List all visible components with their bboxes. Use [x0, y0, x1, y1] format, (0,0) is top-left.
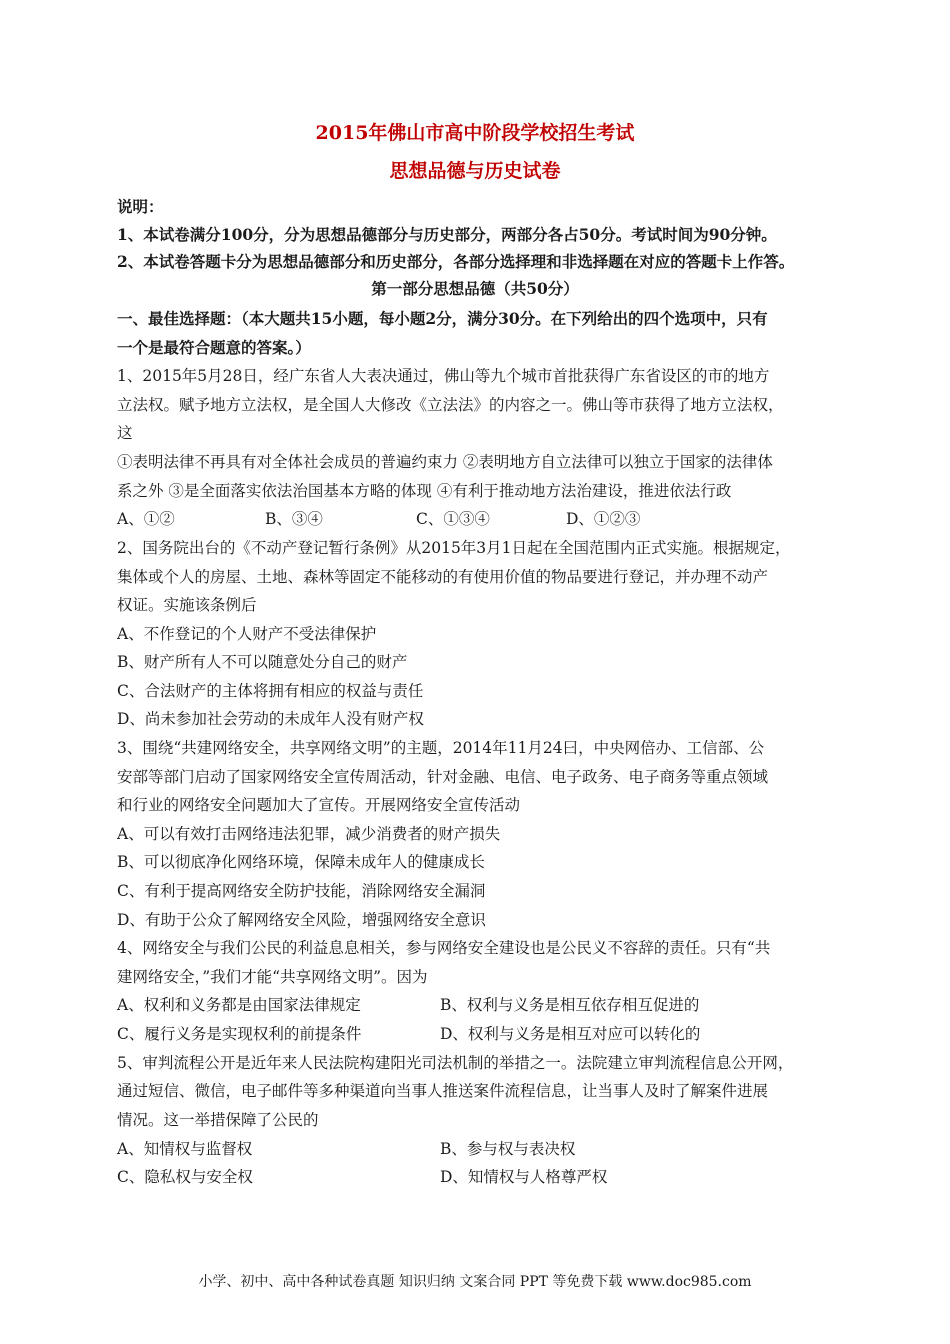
question-5-option-b: B、参与权与表决权	[440, 1140, 576, 1158]
question-3-option-d: D、有助于公众了解网络安全风险，增强网络安全意识	[117, 911, 486, 929]
question-3-text: 3、围绕“共建网络安全，共享网络文明”的主题，2014年11月24曰，中央网倍办、工信部、公	[117, 739, 765, 757]
question-1-text: 系之外 ③是全面落实依法治国基本方略的体现 ④有利于推动地方法治建设，推进依法行政	[117, 482, 732, 500]
question-5-option-a: A、知情权与监督权	[117, 1140, 253, 1158]
page-footer: 小学、初中、高中各种试卷真题 知识归纳 文案合同 PPT 等免费下载 www.doc985.com	[198, 1274, 752, 1290]
question-3-option-c: C、有利于提高网络安全防护技能，消除网络安全漏洞	[117, 882, 486, 900]
question-2-option-b: B、财产所有人不可以随意处分自己的财产	[117, 653, 408, 671]
question-3-option-a: A、可以有效打击网络违法犯罪，减少消费者的财产损失	[117, 825, 501, 843]
exam-subtitle: 思想品德与历史试卷	[389, 160, 561, 182]
question-2-text: 权证。实施该条例后	[117, 596, 257, 614]
question-2-text: 2、国务院出台的《不动产登记暂行条例》从2015年3月1日起在全国范围内正式实施。根据规定，	[117, 539, 791, 557]
section-instructions: 一个是最符合题意的答案。）	[117, 338, 311, 357]
question-4-option-a: A、权利和义务都是由国家法律规定	[117, 996, 361, 1014]
section-instructions: 一、最佳选择题：（本大题共15小题，每小题2分，满分30分。在下列给出的四个选项中，只有	[117, 309, 768, 328]
question-1-text: 这	[117, 424, 133, 442]
question-3-text: 和行业的网络安全问题加大了宣传。开展网络安全宣传活动	[117, 796, 521, 814]
question-2-option-a: A、不作登记的个人财产不受法律保护	[117, 625, 377, 643]
question-4-text: 4、网络安全与我们公民的利益息息相关，参与网络安全建设也是公民义不容辞的责任。只有“共	[117, 939, 771, 957]
question-5-text: 情况。这一举措保障了公民的	[117, 1111, 319, 1129]
question-5-text: 通过短信、微信，电子邮件等多种渠道向当事人推送案件流程信息，让当事人及时了解案件进展	[117, 1082, 769, 1100]
section-title: 第一部分思想品德（共50分）	[371, 279, 579, 298]
question-1-option-a: A、①②	[117, 510, 175, 528]
question-1-option-b: B、③④	[265, 510, 323, 528]
notes-label: 说明：	[117, 197, 164, 216]
question-1-text: 立法权。赋予地方立法权，是全国人大修改《立法法》的内容之一。佛山等市获得了地方立法权，	[117, 396, 784, 414]
question-5-option-d: D、知情权与人格尊严权	[440, 1168, 608, 1186]
question-1-text: ①表明法律不再具有对全体社会成员的普遍约束力 ②表明地方自立法律可以独立于国家的法律体	[117, 453, 773, 471]
note-item: 2、本试卷答题卡分为思想品德部分和历史部分，各部分选择理和非选择题在对应的答题卡上作答。	[117, 252, 795, 271]
question-4-text: 建网络安全，”我们才能“共享网络文明”。因为	[117, 968, 428, 986]
question-2-option-d: D、尚未参加社会劳动的未成年人没有财产权	[117, 710, 424, 728]
note-item: 1、本试卷满分100分，分为思想品德部分与历史部分，两部分各占50分。考试时间为90分钟。	[117, 225, 777, 244]
question-3-text: 安部等部门启动了国家网络安全宣传周活动，针对金融、电信、电子政务、电子商务等重点领域	[117, 768, 769, 786]
question-2-option-c: C、合法财产的主体将拥有相应的权益与责任	[117, 682, 424, 700]
question-5-text: 5、审判流程公开是近年来人民法院构建阳光司法机制的举措之一。法院建立审判流程信息公开网，	[117, 1054, 794, 1072]
question-1-option-c: C、①③④	[416, 510, 490, 528]
question-1-option-d: D、①②③	[566, 510, 641, 528]
question-4-option-b: B、权利与义务是相互依存相互促进的	[440, 996, 700, 1014]
question-1-text: 1、2015年5月28日，经广东省人大表决通过，佛山等九个城市首批获得广东省设区的市的地方	[117, 367, 770, 385]
question-4-option-d: D、权利与义务是相互对应可以转化的	[440, 1025, 701, 1043]
question-4-option-c: C、履行义务是实现权利的前提条件	[117, 1025, 362, 1043]
question-3-option-b: B、可以彻底净化网络环境，保障未成年人的健康成长	[117, 853, 485, 871]
exam-title: 2015年佛山市高中阶段学校招生考试	[315, 122, 635, 144]
question-2-text: 集体或个人的房屋、土地、森林等固定不能移动的有使用价值的物品要进行登记，并办理不动产	[117, 568, 769, 586]
question-5-option-c: C、隐私权与安全权	[117, 1168, 253, 1186]
